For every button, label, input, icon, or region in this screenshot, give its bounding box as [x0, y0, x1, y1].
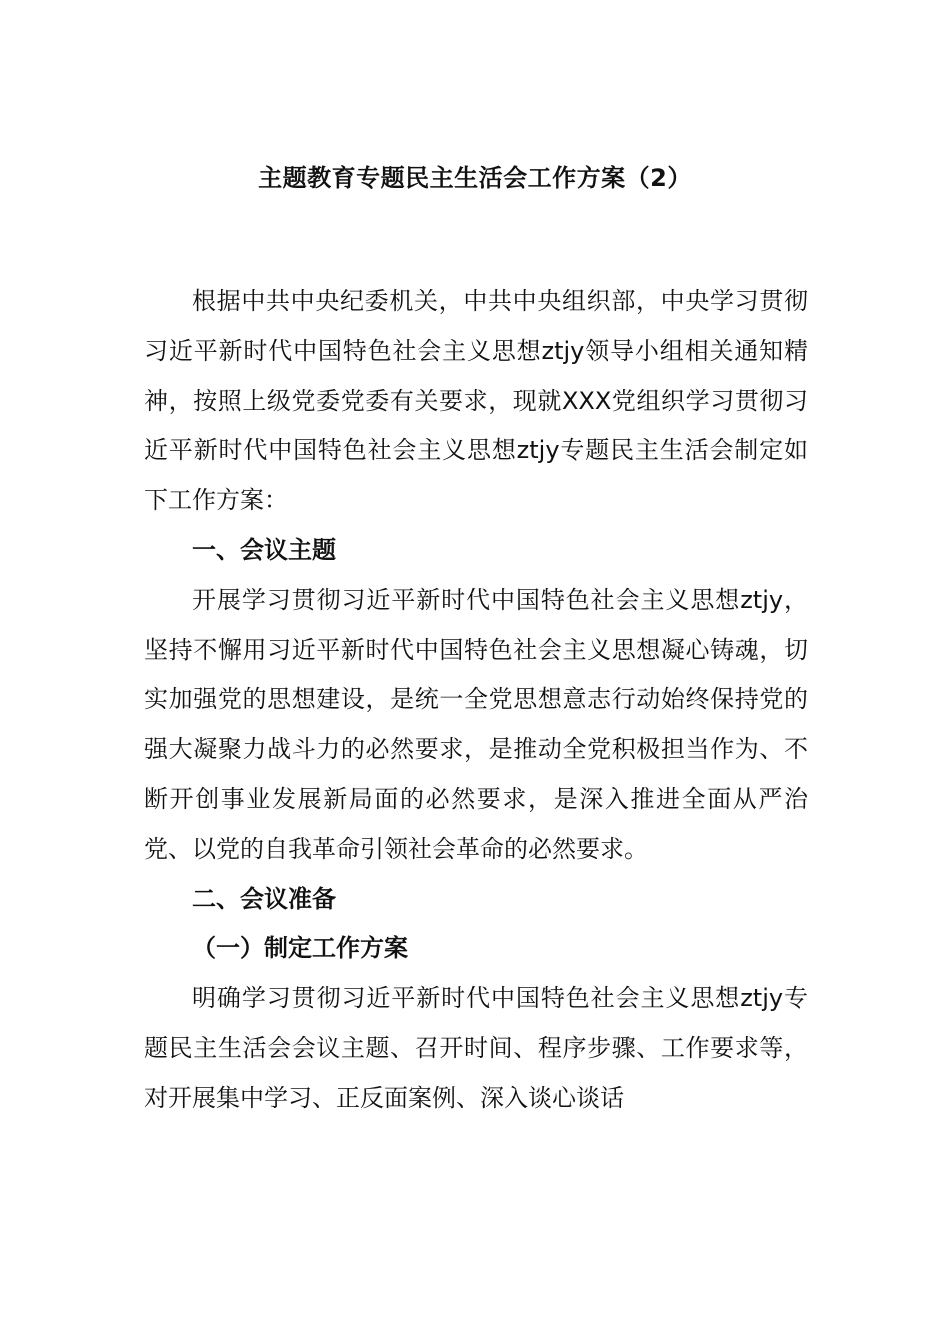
document-body [144, 277, 808, 1124]
subsection-heading-work-plan: （一）制定工作方案 [192, 934, 408, 963]
meeting-theme-paragraph: 开展学习贯彻习近平新时代中国特色社会主义思想ztjy，坚持不懈用习近平新时代中国特色社会主义思想凝心铸魂，切实加强党的思想建设，是统一全党思想意志行动始终保持党的强大凝聚力战斗力的必然要求，是推动全党积极担当作为、不断开创事业发展新局面的必然要求，是深入推进全面从严治党、以党的自我革命引领社会革命的必然要求。 [144, 585, 808, 863]
intro-paragraph: 根据中共中央纪委机关，中共中央组织部，中央学习贯彻习近平新时代中国特色社会主义思想ztjy领导小组相关通知精神，按照上级党委党委有关要求，现就XXX党组织学习贯彻习近平新时代中国特色社会主义思想ztjy专题民主生活会制定如下工作方案： [144, 287, 808, 515]
document-title: 主题教育专题民主生活会工作方案（2） [258, 164, 692, 192]
section-heading-meeting-theme: 一、会议主题 [192, 535, 336, 564]
section-heading-meeting-preparation: 二、会议准备 [192, 884, 336, 913]
work-plan-paragraph: 明确学习贯彻习近平新时代中国特色社会主义思想ztjy专题民主生活会会议主题、召开时间、程序步骤、工作要求等，对开展集中学习、正反面案例、深入谈心谈话 [144, 984, 808, 1112]
